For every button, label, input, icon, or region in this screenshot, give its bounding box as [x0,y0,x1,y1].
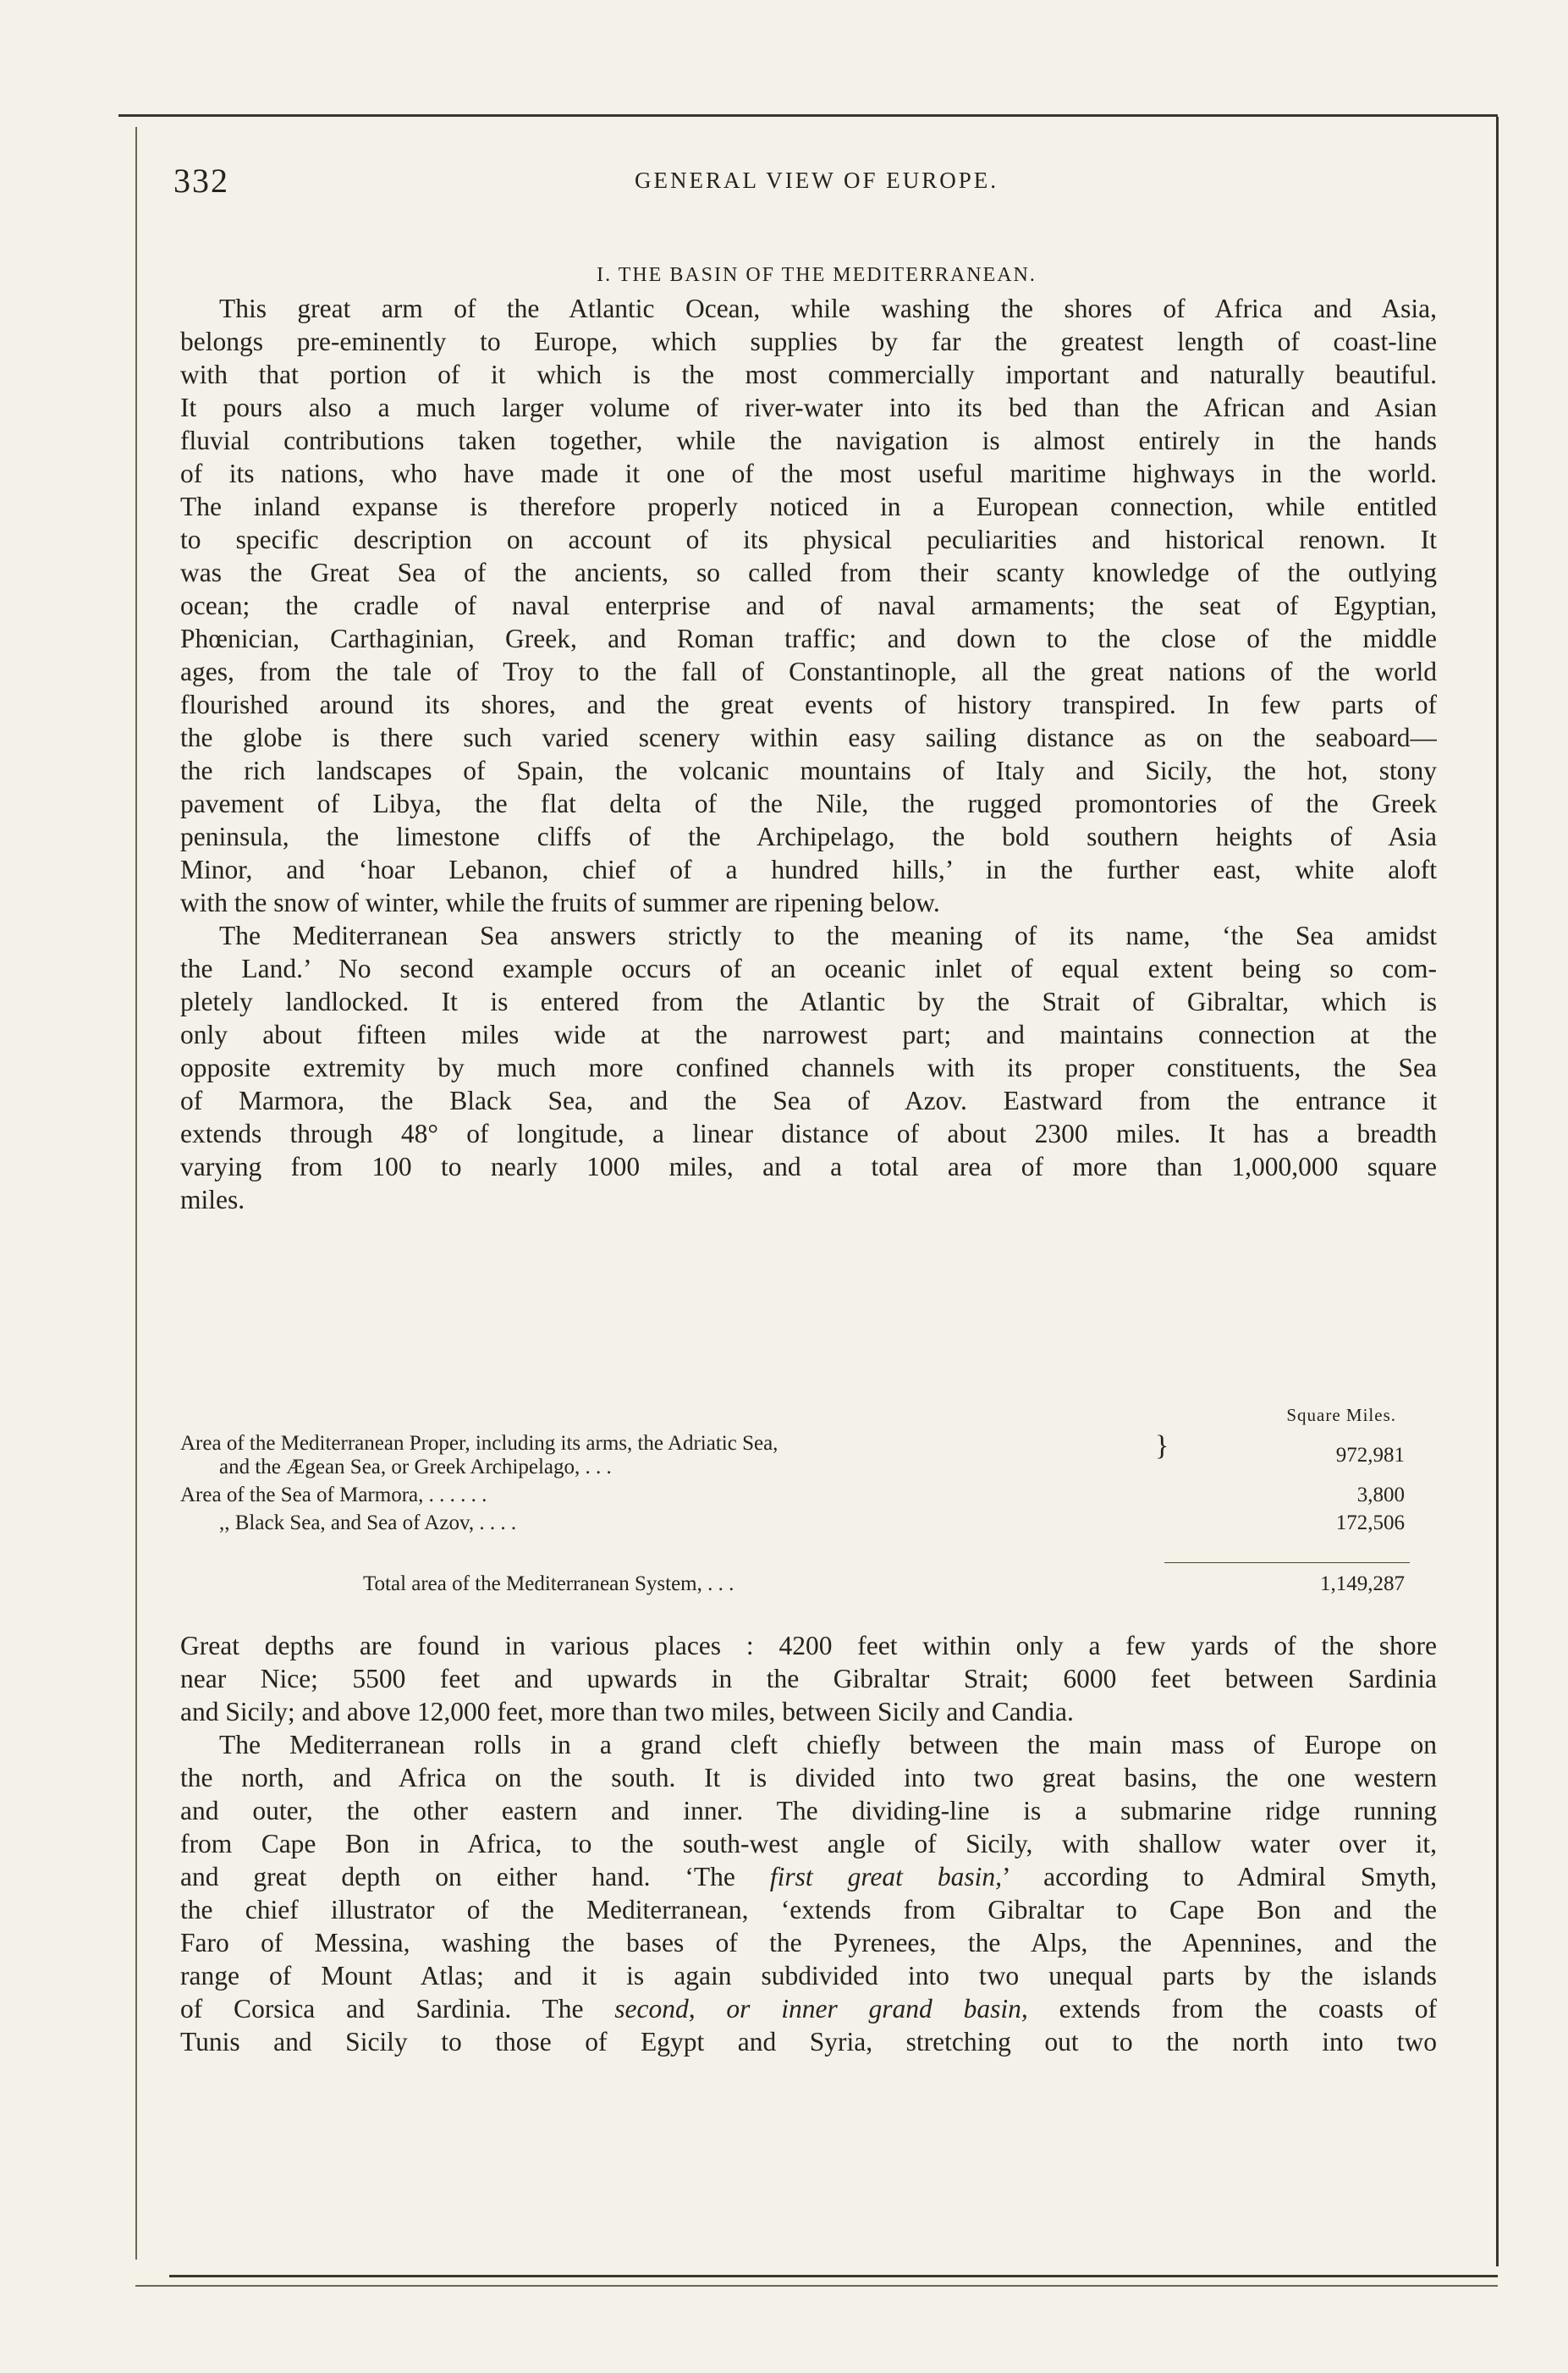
text-line: Great depths are found in various places : 4200 feet within only a few yards of the shore [180,1631,1437,1660]
text-line: the chief illustrator of the Mediterranean, ‘extends from Gibraltar to Cape Bon and the [180,1895,1437,1924]
text-line: It pours also a much larger volume of river-water into its bed than the African and Asian [180,393,1437,422]
page-number: 332 [173,162,229,200]
text-line: Minor, and ‘hoar Lebanon, chief of a hundred hills,’ in the further east, white aloft [180,855,1437,884]
text-line: opposite extremity by much more confined channels with its proper constituents, the Sea [180,1053,1437,1082]
text-line: belongs pre-eminently to Europe, which supplies by far the greatest length of coast-line [180,327,1437,356]
text-line: from Cape Bon in Africa, to the south-west angle of Sicily, with shallow water over it, [180,1829,1437,1858]
table-row-label: and the Ægean Sea, or Greek Archipelago, . . . [219,1456,612,1478]
italic-phrase: first great basin, [769,1862,1002,1891]
paragraph [180,919,1437,1216]
text-line: Tunis and Sicily to those of Egypt and Syria, stretching out to the north into two [180,2027,1437,2056]
text-line: with that portion of it which is the most commercially important and naturally beautiful. [180,360,1437,389]
text-line: Phœnician, Carthaginian, Greek, and Roman traffic; and down to the close of the middle [180,624,1437,653]
text-segment: and great depth on either hand. ‘The [180,1862,770,1891]
text-line [180,1992,1437,2025]
section-heading: I. THE BASIN OF THE MEDITERRANEAN. [597,264,1037,286]
text-line: ages, from the tale of Troy to the fall of Constantinople, all the great nations of the world [180,657,1437,686]
table-caption: Square Miles. [1286,1405,1396,1425]
text-line [180,1860,1437,1893]
table-row-label: ,, Black Sea, and Sea of Azov, . . . . [219,1511,517,1534]
text-line: pavement of Libya, the flat delta of the Nile, the rugged promontories of the Greek [180,789,1437,818]
paragraph [180,1728,1437,2058]
table-value: 972,981 [1335,1444,1405,1467]
bottom-border-rule-inner [135,2285,1498,2287]
text-line: miles. [180,1185,245,1214]
table-total-label: Total area of the Mediterranean System, . . . [363,1572,734,1595]
text-line: of Marmora, the Black Sea, and the Sea of Azov. Eastward from the entrance it [180,1086,1437,1115]
running-title: GENERAL VIEW OF EUROPE. [635,168,999,193]
table-row-label: Area of the Sea of Marmora, . . . . . . [180,1484,487,1506]
table-row-value [180,1442,1437,1469]
total-rule [1164,1562,1410,1563]
text-segment: extends from the coasts of [1027,1994,1437,2023]
text-line: the Land.’ No second example occurs of an oceanic inlet of equal extent being so com- [180,954,1437,983]
text-line: near Nice; 5500 feet and upwards in the Gibraltar Strait; 6000 feet between Sardinia [180,1664,1437,1693]
text-line: of its nations, who have made it one of the most useful maritime highways in the world. [180,459,1437,488]
table-total-row [180,1571,1437,1598]
text-line: and outer, the other eastern and inner. The dividing-line is a submarine ridge running [180,1796,1437,1825]
text-line: varying from 100 to nearly 1000 miles, and a total area of more than 1,000,000 square [180,1152,1437,1181]
text-segment: ’ according to Admiral Smyth, [1001,1862,1437,1891]
text-line: peninsula, the limestone cliffs of the Archipelago, the bold southern heights of Asia [180,822,1437,851]
text-line: with the snow of winter, while the fruits of summer are ripening below. [180,888,940,917]
text-line: to specific description on account of its physical peculiarities and historical renown. It [180,525,1437,554]
text-line: The Mediterranean rolls in a grand cleft chiefly between the main mass of Europe on [219,1730,1437,1759]
italic-phrase: second, or inner grand basin, [614,1994,1028,2023]
text-line: range of Mount Atlas; and it is again subdivided into two unequal parts by the islands [180,1961,1437,1990]
text-line: and Sicily; and above 12,000 feet, more than two miles, between Sicily and Candia. [180,1697,1074,1726]
table-row [180,1510,1437,1537]
text-line: the rich landscapes of Spain, the volcanic mountains of Italy and Sicily, the hot, stony [180,756,1437,785]
text-line: fluvial contributions taken together, while the navigation is almost entirely in the hands [180,426,1437,455]
text-line: Faro of Messina, washing the bases of the Pyrenees, the Alps, the Apennines, and the [180,1928,1437,1957]
text-line: The inland expanse is therefore properly noticed in a European connection, while entitled [180,492,1437,521]
text-line: the north, and Africa on the south. It is divided into two great basins, the one western [180,1763,1437,1792]
top-border-rule [118,114,1498,117]
body-text-upper [180,292,1437,1216]
paragraph [180,1629,1437,1728]
text-line: This great arm of the Atlantic Ocean, while washing the shores of Africa and Asia, [219,294,1437,323]
body-text-lower [180,1629,1437,2058]
brace-glyph: } [1155,1430,1169,1462]
table-row [180,1482,1437,1509]
text-line: extends through 48° of longitude, a linear distance of about 2300 miles. It has a breadth [180,1119,1437,1148]
text-line: was the Great Sea of the ancients, so called from their scanty knowledge of the outlying [180,558,1437,587]
paragraph [180,292,1437,919]
table-row-label: Area of the Mediterranean Proper, including its arms, the Adriatic Sea, [180,1432,778,1455]
running-head [173,161,1460,203]
left-border-rule [135,127,137,2260]
table-total-value: 1,149,287 [1320,1572,1405,1595]
bottom-border-rule [169,2275,1498,2277]
text-line: flourished around its shores, and the great events of history transpired. In few parts of [180,690,1437,719]
table-value: 172,506 [1335,1511,1405,1534]
right-border-rule [1496,117,1499,2266]
text-segment: of Corsica and Sardinia. The [180,1994,615,2023]
text-line: pletely landlocked. It is entered from the Atlantic by the Strait of Gibraltar, which is [180,987,1437,1016]
text-line: The Mediterranean Sea answers strictly to the meaning of its name, ‘the Sea amidst [219,921,1437,950]
text-line: only about fifteen miles wide at the narrowest part; and maintains connection at the [180,1020,1437,1049]
text-line: ocean; the cradle of naval enterprise and of naval armaments; the seat of Egyptian, [180,591,1437,620]
table-value: 3,800 [1356,1484,1405,1506]
text-line: the globe is there such varied scenery within easy sailing distance as on the seaboard— [180,723,1437,752]
